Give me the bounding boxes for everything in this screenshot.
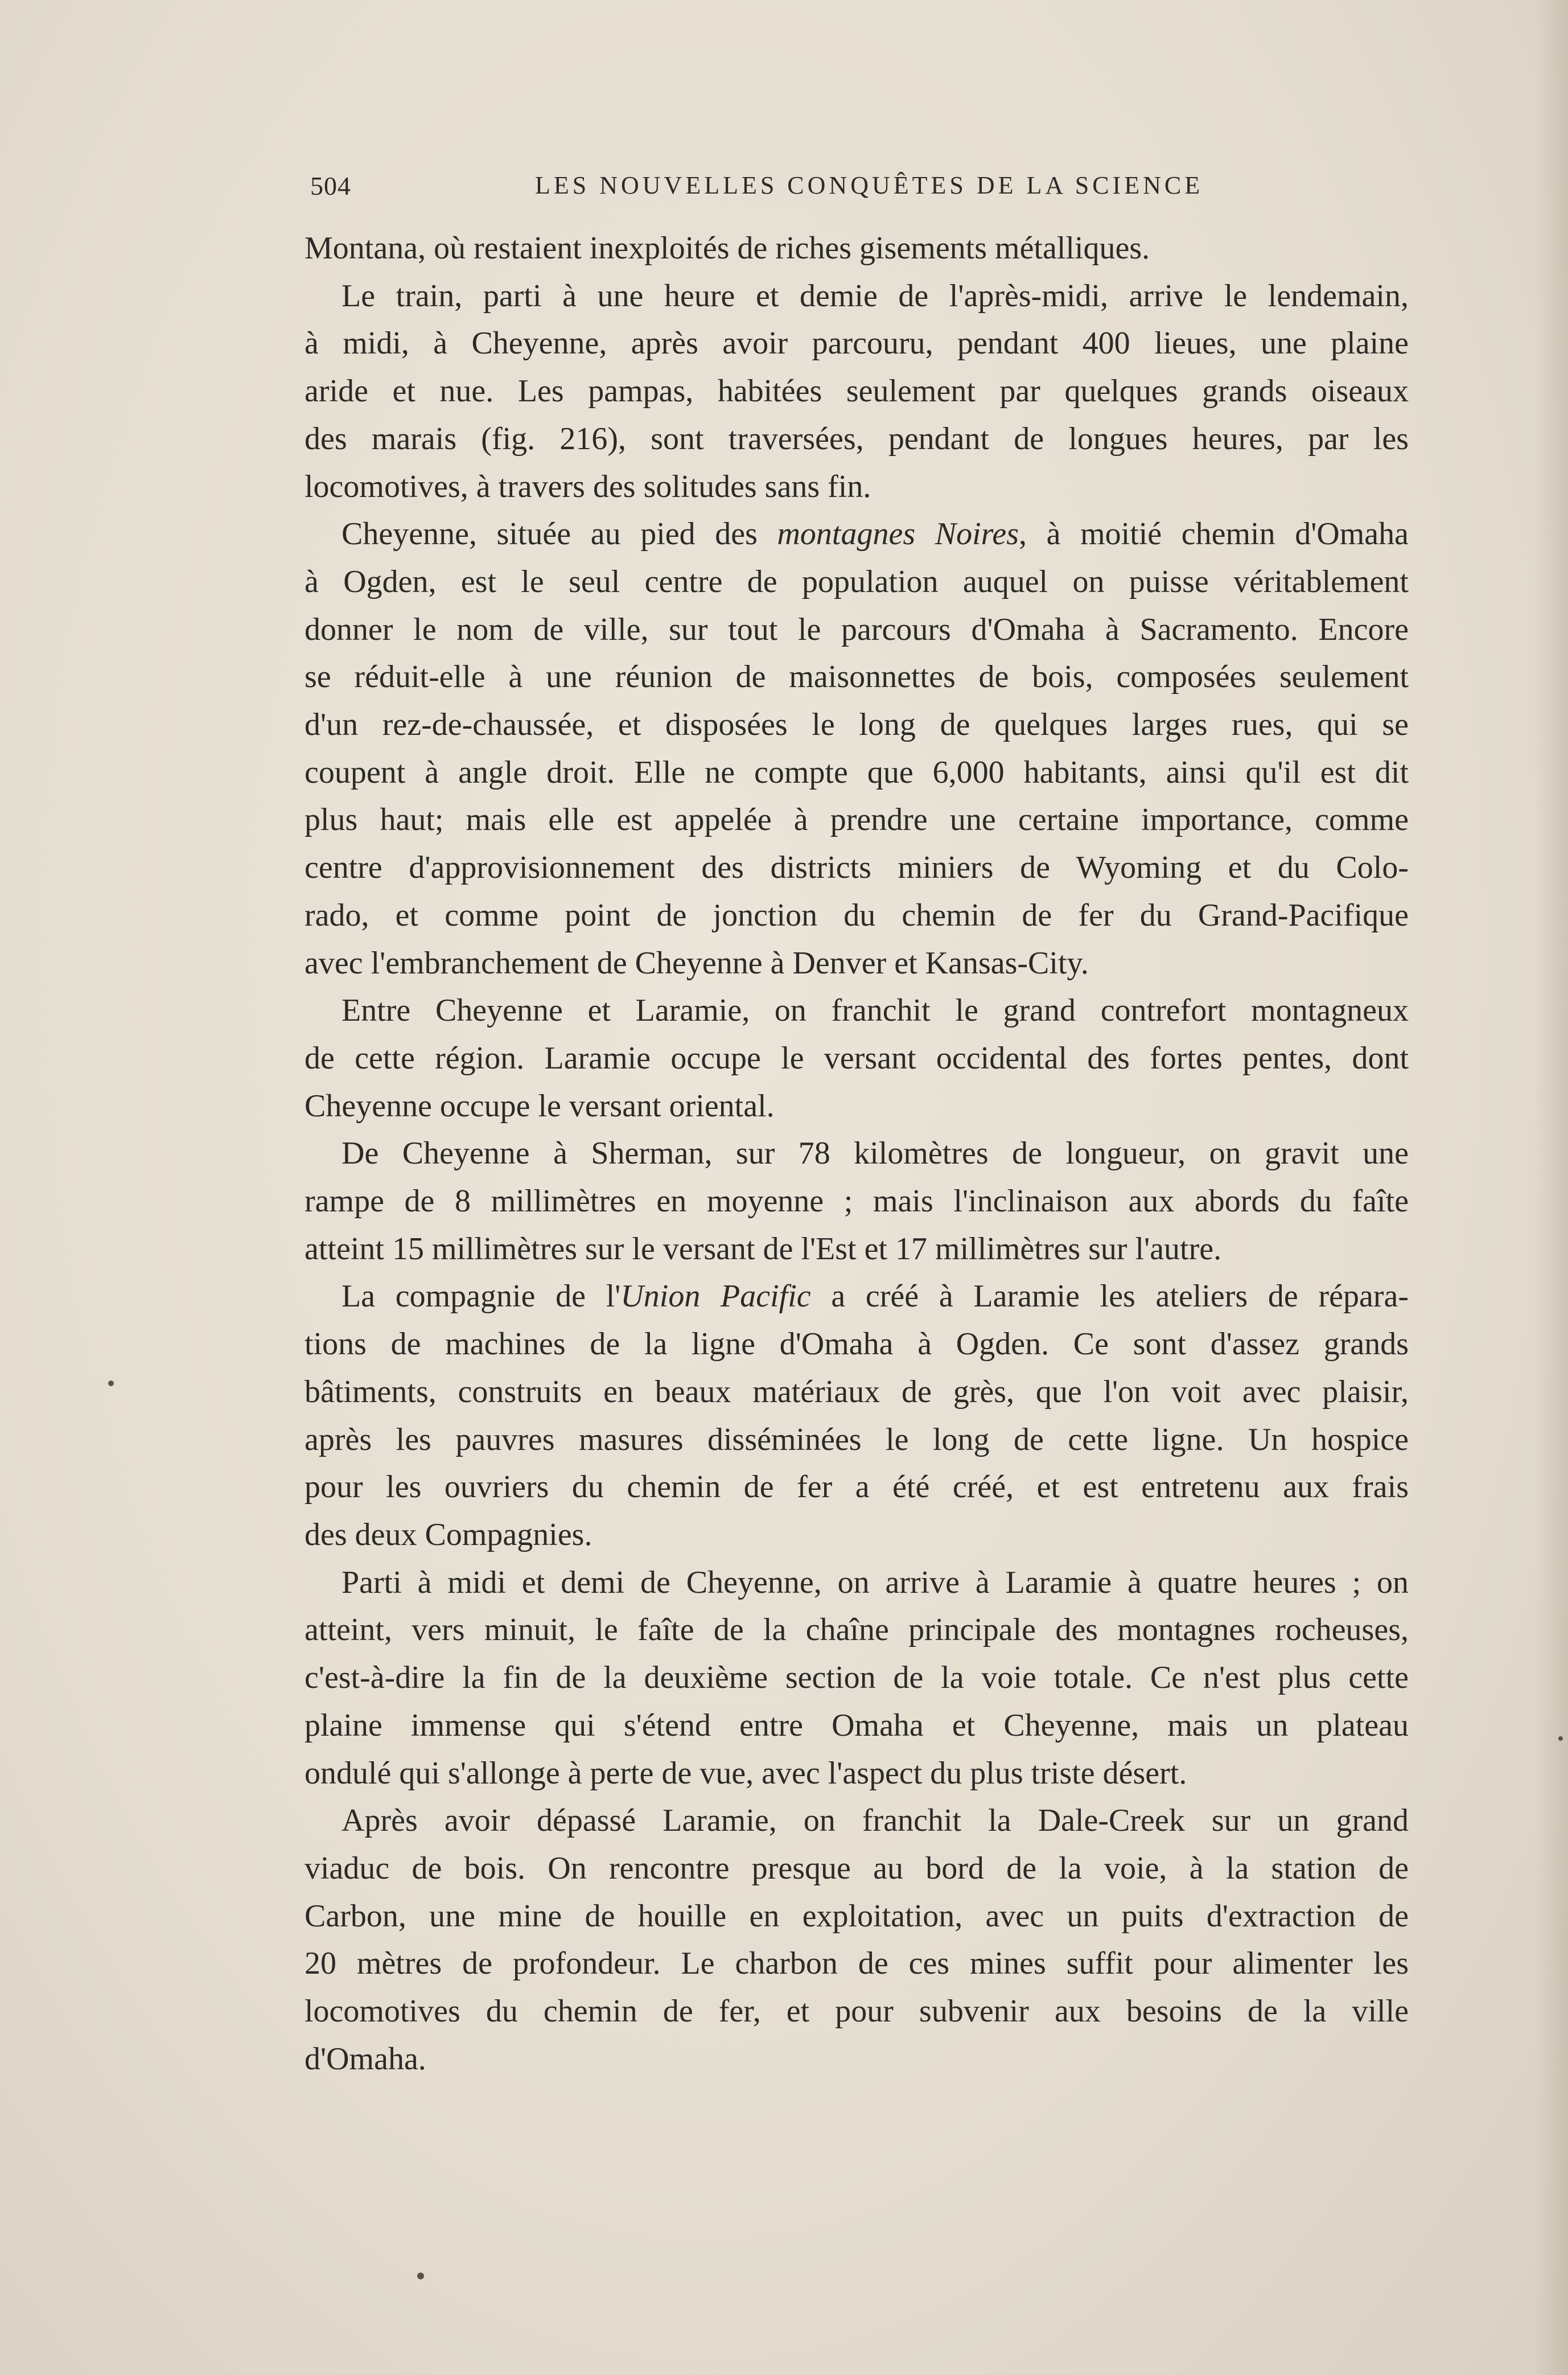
text-line: d'Omaha.: [304, 2041, 426, 2077]
text-line: Entre Cheyenne et Laramie, on franchit le grand contrefort montagneux: [341, 993, 1409, 1029]
text-line: à midi, à Cheyenne, après avoir parcouru, pendant 400 lieues, une plaine: [304, 326, 1409, 361]
text-line: locomotives, à travers des solitudes sans fin.: [304, 469, 871, 504]
text-line: avec l'embranchement de Cheyenne à Denver et Kansas-City.: [304, 945, 1089, 981]
text-line: des deux Compagnies.: [304, 1517, 592, 1552]
paragraph-2: [304, 273, 1409, 511]
text-line: plus haut; mais elle est appelée à prendre une certaine importance, comme: [304, 802, 1409, 838]
ink-speck: [1558, 1736, 1563, 1741]
ink-speck: [108, 1380, 114, 1386]
paragraph-3: [304, 511, 1409, 987]
italic-run: Union Pacific: [620, 1279, 811, 1314]
running-title: LES NOUVELLES CONQUÊTES DE LA SCIENCE: [535, 171, 1204, 199]
text-line: Parti à midi et demi de Cheyenne, on arrive à Laramie à quatre heures ; on: [341, 1564, 1409, 1600]
text-line: se réduit-elle à une réunion de maisonnettes de bois, composées seulement: [304, 659, 1409, 695]
text-line: des marais (fig. 216), sont traversées, pendant de longues heures, par les: [304, 421, 1409, 457]
text-line: d'un rez-de-chaussée, et disposées le long de quelques larges rues, qui se: [304, 707, 1409, 743]
text-run: Cheyenne, située au pied des: [341, 516, 777, 552]
text-line: Carbon, une mine de houille en exploitation, avec un puits d'extraction de: [304, 1898, 1409, 1934]
text-line: c'est-à-dire la fin de la deuxième section de la voie totale. Ce n'est plus cette: [304, 1660, 1409, 1696]
paragraph-6: [304, 1273, 1409, 1559]
paragraph-7: [304, 1559, 1409, 1798]
paragraph-8: [304, 1797, 1409, 2083]
text-line: de cette région. Laramie occupe le versant occidental des fortes pentes, dont: [304, 1040, 1409, 1076]
paragraph-5: [304, 1130, 1409, 1273]
text-line: coupent à angle droit. Elle ne compte que 6,000 habitants, ainsi qu'il est dit: [304, 754, 1409, 790]
text-line: Le train, parti à une heure et demie de l'après-midi, arrive le lendemain,: [341, 278, 1409, 314]
italic-run: montagnes Noires: [777, 516, 1019, 552]
text-run: , à moitié chemin d'Omaha: [1019, 516, 1409, 552]
text-line: [304, 511, 1409, 558]
text-line: 20 mètres de profondeur. Le charbon de ces mines suffit pour alimenter les: [304, 1946, 1409, 1982]
page-number: 504: [310, 171, 351, 200]
ink-speck: [417, 2273, 424, 2279]
text-line: après les pauvres masures disséminées le long de cette ligne. Un hospice: [304, 1421, 1409, 1457]
paragraph-1: [304, 225, 1409, 273]
text-line: De Cheyenne à Sherman, sur 78 kilomètres de longueur, on gravit une: [341, 1136, 1409, 1172]
text-line: bâtiments, construits en beaux matériaux de grès, que l'on voit avec plaisir,: [304, 1374, 1409, 1410]
text-line: pour les ouvriers du chemin de fer a été créé, et est entretenu aux frais: [304, 1469, 1409, 1505]
paragraph-4: [304, 987, 1409, 1130]
text-line: rampe de 8 millimètres en moyenne ; mais l'inclinaison aux abords du faîte: [304, 1184, 1409, 1219]
text-line: aride et nue. Les pampas, habitées seulement par quelques grands oiseaux: [304, 373, 1409, 409]
text-line: ondulé qui s'allonge à perte de vue, avec l'aspect du plus triste désert.: [304, 1755, 1187, 1791]
text-line: atteint 15 millimètres sur le versant de l'Est et 17 millimètres sur l'autre.: [304, 1231, 1222, 1267]
page-edge-shadow: [1534, 0, 1568, 2375]
text-run: a créé à Laramie les ateliers de répara-: [810, 1279, 1409, 1314]
body-text: [304, 225, 1409, 2083]
text-line: Cheyenne occupe le versant oriental.: [304, 1088, 775, 1124]
text-line: rado, et comme point de jonction du chemin de fer du Grand-Pacifique: [304, 897, 1409, 933]
text-line: Après avoir dépassé Laramie, on franchit la Dale-Creek sur un grand: [341, 1803, 1409, 1839]
text-line: Montana, où restaient inexploités de riches gisements métalliques.: [304, 231, 1150, 266]
text-line: centre d'approvisionnement des districts miniers de Wyoming et du Colo-: [304, 850, 1409, 886]
text-line: locomotives du chemin de fer, et pour subvenir aux besoins de la ville: [304, 1994, 1409, 2029]
page-header: [310, 171, 1209, 211]
text-line: à Ogden, est le seul centre de population auquel on puisse véritablement: [304, 564, 1409, 599]
text-line: donner le nom de ville, sur tout le parcours d'Omaha à Sacramento. Encore: [304, 611, 1409, 647]
text-line: viaduc de bois. On rencontre presque au bord de la voie, à la station de: [304, 1850, 1409, 1886]
text-line: [304, 1273, 1409, 1321]
text-line: tions de machines de la ligne d'Omaha à Ogden. Ce sont d'assez grands: [304, 1326, 1409, 1362]
text-line: plaine immense qui s'étend entre Omaha et Cheyenne, mais un plateau: [304, 1707, 1409, 1743]
text-run: La compagnie de l': [341, 1279, 621, 1314]
text-line: atteint, vers minuit, le faîte de la chaîne principale des montagnes rocheuses,: [304, 1612, 1409, 1648]
